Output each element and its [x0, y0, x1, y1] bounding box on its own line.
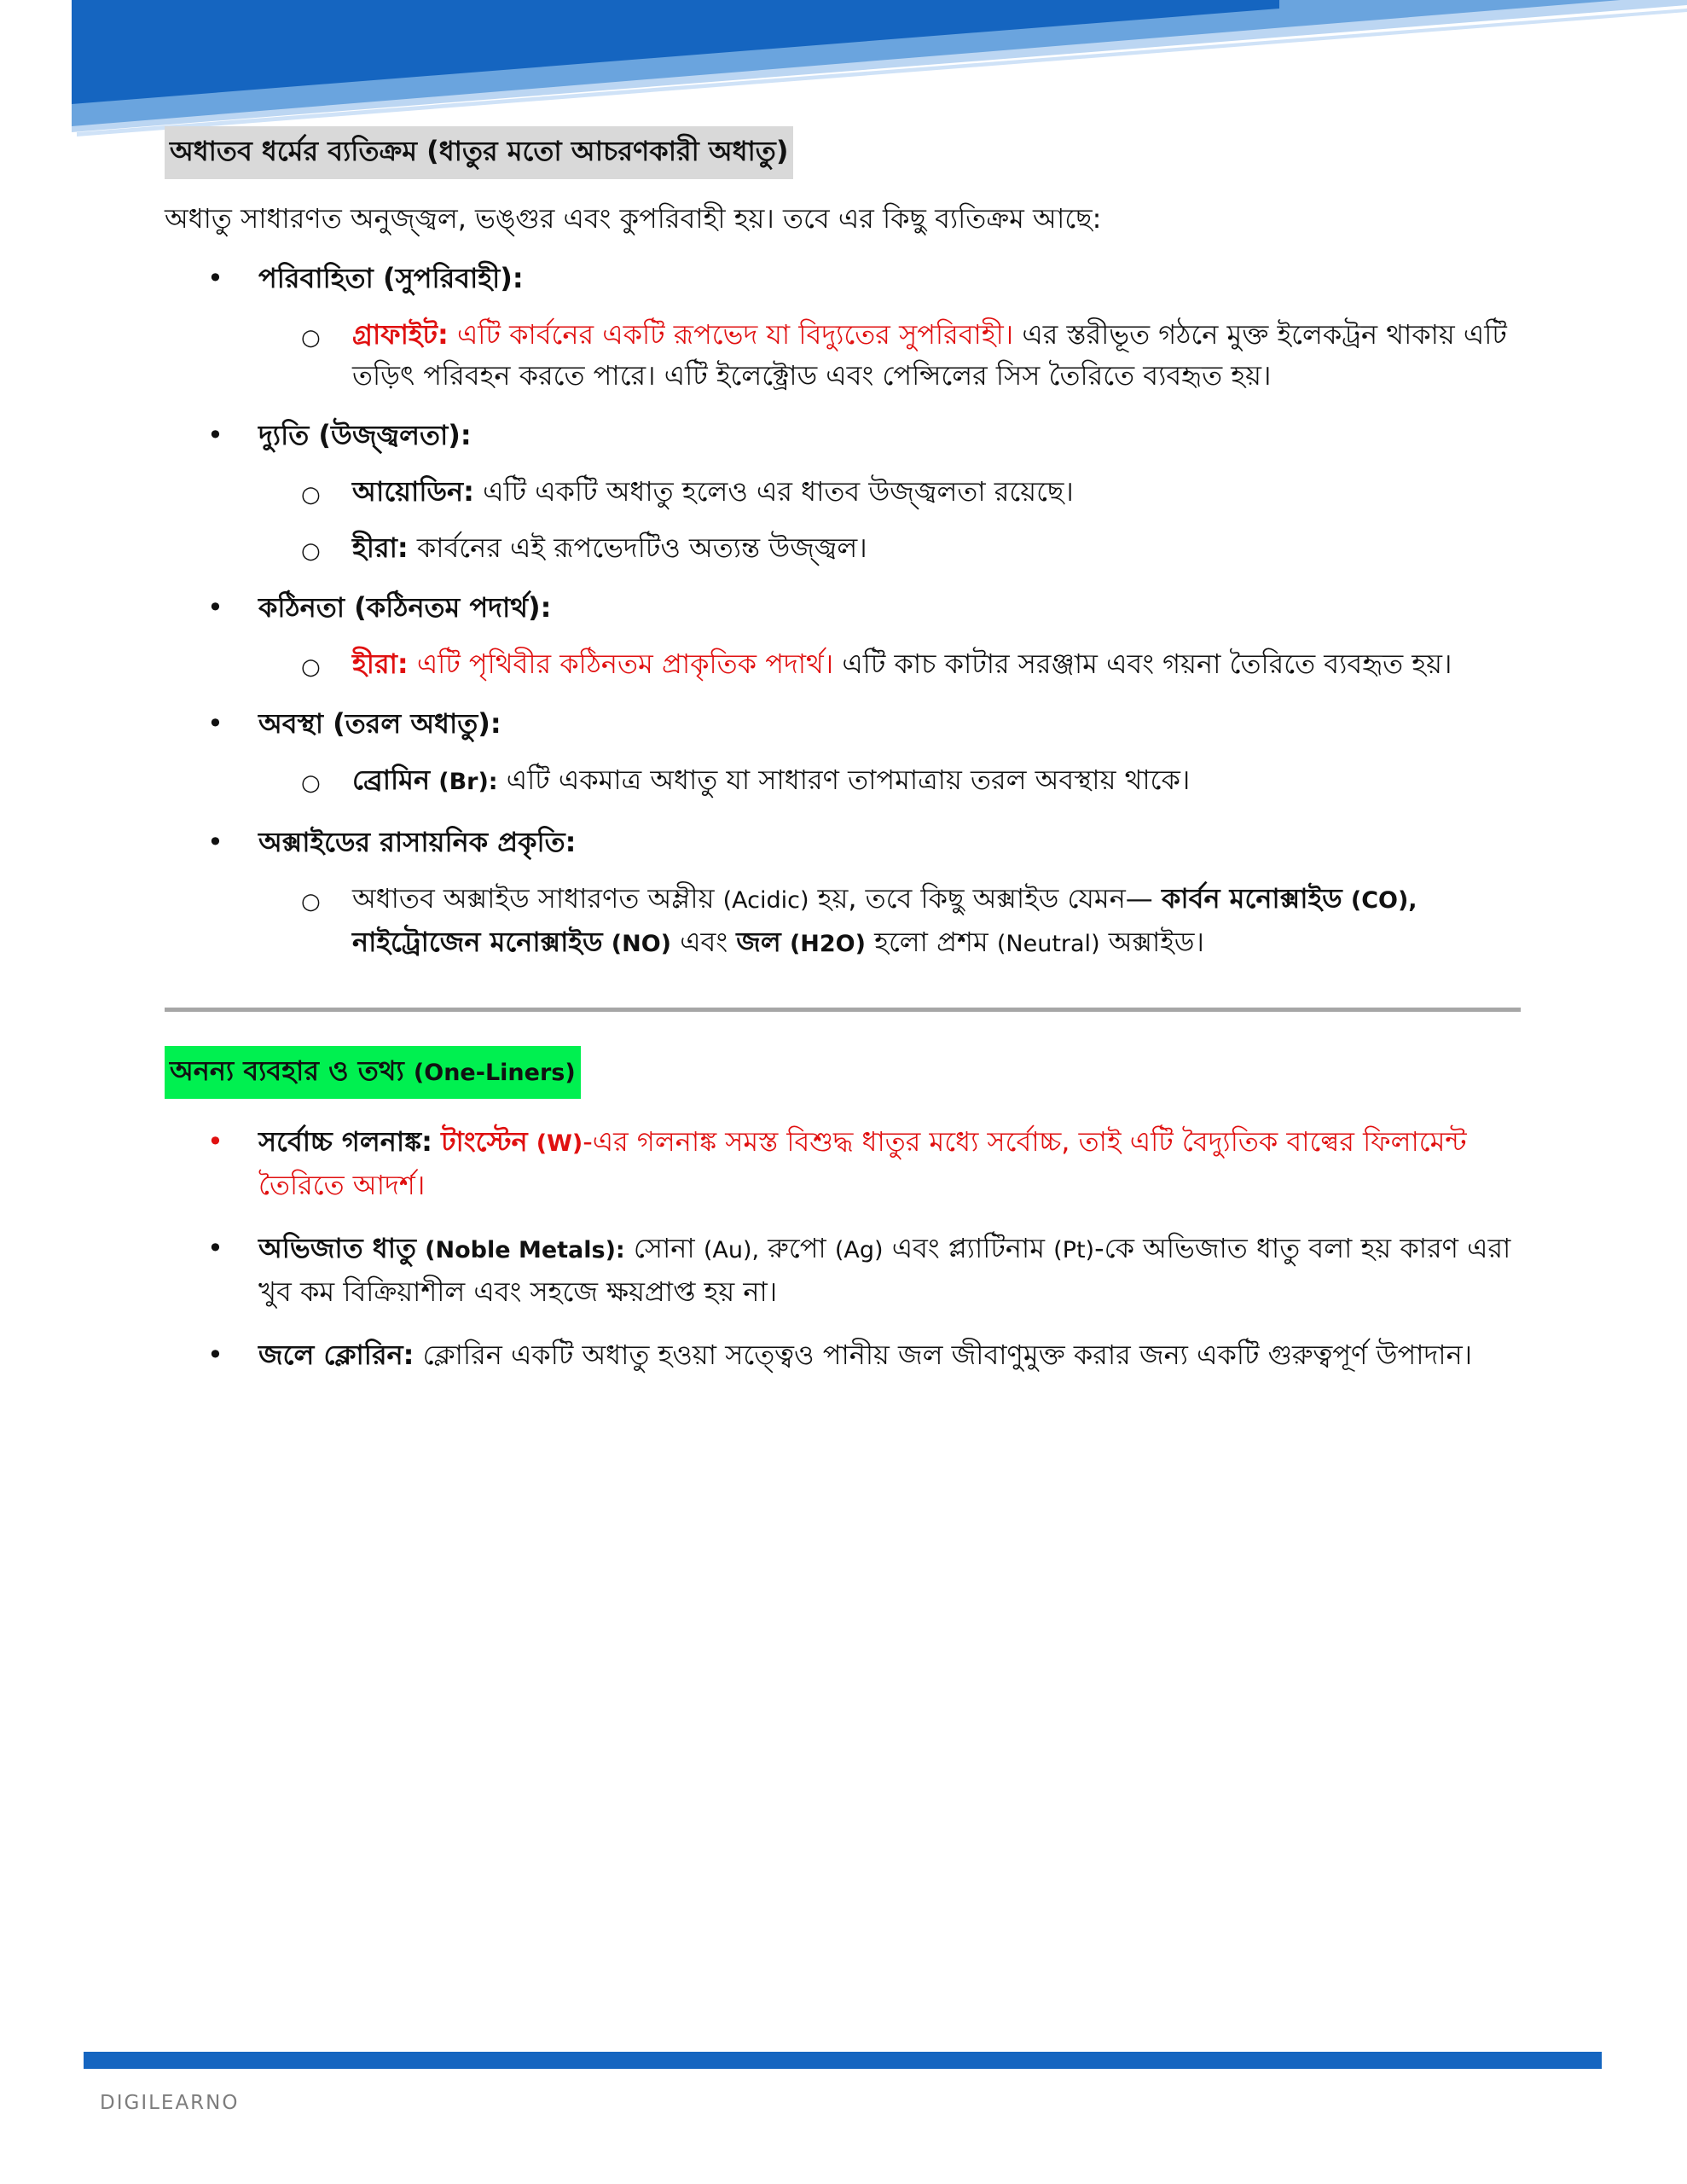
item-text: সোনা — [633, 1232, 695, 1264]
oxide-text: অধাতব অক্সাইড সাধারণত অম্লীয় — [352, 882, 715, 915]
item-text: -কে অভিজাত ধাতু বলা হয় কারণ এরা খুব কম বিক্রিয়াশীল এবং সহজে ক্ষয়প্রাপ্ত হয় না। — [258, 1232, 1511, 1308]
circle-bullet-icon: ○ — [301, 325, 321, 351]
footer-brand: DIGILEARNO — [100, 2092, 240, 2114]
list-item — [165, 587, 1529, 684]
sub-item-highlight: এটি পৃথিবীর কঠিনতম প্রাকৃতিক পদার্থ। — [416, 648, 834, 680]
list-item — [165, 258, 1529, 396]
bullet-icon: • — [207, 1339, 223, 1371]
oxide-bold: নাইট্রোজেন মনোক্সাইড — [352, 926, 603, 958]
item-text: রুপো — [768, 1232, 826, 1264]
circle-bullet-icon: ○ — [301, 770, 321, 796]
circle-bullet-icon: ○ — [301, 654, 321, 680]
footer-bar — [84, 2052, 1602, 2069]
sub-item-label: হীরা: — [352, 648, 409, 680]
oxide-formula: (H2O) — [789, 931, 866, 957]
highlight-bold: টাংস্টেন — [441, 1125, 528, 1158]
bullet-icon: • — [207, 826, 223, 858]
item-title: দ্যুতি (উজ্জ্বলতা): — [258, 419, 472, 451]
bullet-icon: • — [207, 707, 223, 740]
circle-bullet-icon: ○ — [301, 482, 321, 508]
bullet-icon: • — [207, 262, 223, 294]
sub-item-label: ব্রোমিন — [352, 764, 431, 796]
sub-item-text: এটি একমাত্র অধাতু যা সাধারণ তাপমাত্রায় তরল অবস্থায় থাকে। — [506, 764, 1191, 796]
item-symbol: (Ag) — [834, 1237, 884, 1263]
list-item — [165, 1228, 1529, 1312]
section-divider — [165, 1008, 1521, 1012]
section-heading-exceptions: অধাতব ধর্মের ব্যতিক্রম (ধাতুর মতো আচরণকারী অধাতু) — [165, 126, 793, 179]
oxide-bold: জল — [736, 926, 781, 958]
sub-list — [258, 643, 1529, 684]
oxide-text-en: (Neutral) — [996, 931, 1100, 957]
sub-list-item — [258, 643, 1529, 684]
oxide-text: হলো প্রশম — [874, 926, 988, 958]
oneliners-list — [165, 1121, 1529, 1375]
sub-list-item — [258, 471, 1529, 512]
item-title: অভিজাত ধাতু — [258, 1232, 416, 1264]
sub-item-text: এটি কাচ কাটার সরঞ্জাম এবং গয়না তৈরিতে ব্যবহৃত হয়। — [842, 648, 1452, 680]
bullet-icon: • — [207, 1125, 223, 1158]
item-symbol: (Pt) — [1053, 1237, 1095, 1263]
list-item — [165, 1121, 1529, 1205]
list-item — [165, 822, 1529, 965]
item-title: কঠিনতা (কঠিনতম পদার্থ): — [258, 591, 552, 624]
item-title-en: (Noble Metals): — [425, 1237, 625, 1263]
list-item — [165, 1334, 1529, 1375]
bullet-icon: • — [207, 1232, 223, 1264]
oxide-text-en: (Acidic) — [722, 887, 809, 914]
sub-item-label: আয়োডিন: — [352, 475, 474, 508]
sub-list-item — [258, 314, 1529, 396]
item-title: পরিবাহিতা (সুপরিবাহী): — [258, 262, 524, 294]
sub-list-item — [258, 759, 1529, 803]
sub-list — [258, 759, 1529, 803]
sub-item-label: হীরা: — [352, 531, 409, 564]
heading-text-en: (One-Liners) — [413, 1060, 576, 1086]
bullet-icon: • — [207, 419, 223, 451]
circle-bullet-icon: ○ — [301, 889, 321, 915]
heading-text: অনন্য ব্যবহার ও তথ্য — [170, 1054, 404, 1087]
highlight-symbol: (W) — [536, 1130, 583, 1157]
sub-list-item — [258, 527, 1529, 568]
item-symbol: (Au), — [703, 1237, 760, 1263]
document-body — [165, 126, 1529, 1375]
intro-paragraph: অধাতু সাধারণত অনুজ্জ্বল, ভঙ্গুর এবং কুপরিবাহী হয়। তবে এর কিছু ব্যতিক্রম আছে: — [165, 202, 1102, 235]
oxide-text: হয়, তবে কিছু অক্সাইড যেমন— — [817, 882, 1153, 915]
oxide-formula: (CO), — [1350, 887, 1417, 914]
list-item — [165, 703, 1529, 803]
sub-item-text: এটি একটি অধাতু হলেও এর ধাতব উজ্জ্বলতা রয়েছে। — [483, 475, 1074, 508]
oxide-bold: কার্বন মনোক্সাইড — [1161, 882, 1342, 915]
circle-bullet-icon: ○ — [301, 538, 321, 564]
item-text: ক্লোরিন একটি অধাতু হওয়া সত্ত্বেও পানীয় জল জীবাণুমুক্ত করার জন্য একটি গুরুত্বপূর্ণ উপাদান। — [422, 1339, 1473, 1371]
sub-item-text: কার্বনের এই রূপভেদটিও অত্যন্ত উজ্জ্বল। — [416, 531, 867, 564]
sub-list — [258, 314, 1529, 396]
sub-item-highlight: এটি কার্বনের একটি রূপভেদ যা বিদ্যুতের সুপরিবাহী। — [456, 318, 1014, 351]
oxide-text: অক্সাইড। — [1108, 926, 1204, 958]
header-decoration — [0, 0, 1687, 145]
sub-list — [258, 471, 1529, 568]
item-title: অবস্থা (তরল অধাতু): — [258, 707, 501, 740]
sub-item-text: এর স্তরীভূত গঠনে মুক্ত ইলেকট্রন থাকায় এটি তড়িৎ পরিবহন করতে পারে। এটি ইলেক্ট্রোড এবং পেন্সিলের সিস তৈরিতে ব্যবহৃত হয়। — [352, 318, 1507, 392]
item-title: জলে ক্লোরিন: — [258, 1339, 415, 1371]
item-text: -এর গলনাঙ্ক সমস্ত বিশুদ্ধ ধাতুর মধ্যে সর্বোচ্চ, তাই এটি বৈদ্যুতিক বাল্বের ফিলামেন্ট তৈরিতে আদর্শ। — [258, 1125, 1467, 1201]
section-heading-oneliners — [165, 1046, 581, 1099]
item-title: সর্বোচ্চ গলনাঙ্ক: — [258, 1125, 432, 1158]
oxide-formula: (NO) — [611, 931, 672, 957]
exceptions-list — [165, 258, 1529, 965]
oxide-text: এবং — [680, 926, 728, 958]
bullet-icon: • — [207, 591, 223, 624]
sub-item-label: গ্রাফাইট: — [352, 318, 449, 351]
sub-item-symbol: (Br): — [438, 769, 498, 795]
sub-list — [258, 878, 1529, 965]
list-item — [165, 415, 1529, 568]
item-text: এবং প্ল্যাটিনাম — [891, 1232, 1045, 1264]
sub-list-item — [258, 878, 1529, 965]
item-title: অক্সাইডের রাসায়নিক প্রকৃতি: — [258, 826, 577, 858]
